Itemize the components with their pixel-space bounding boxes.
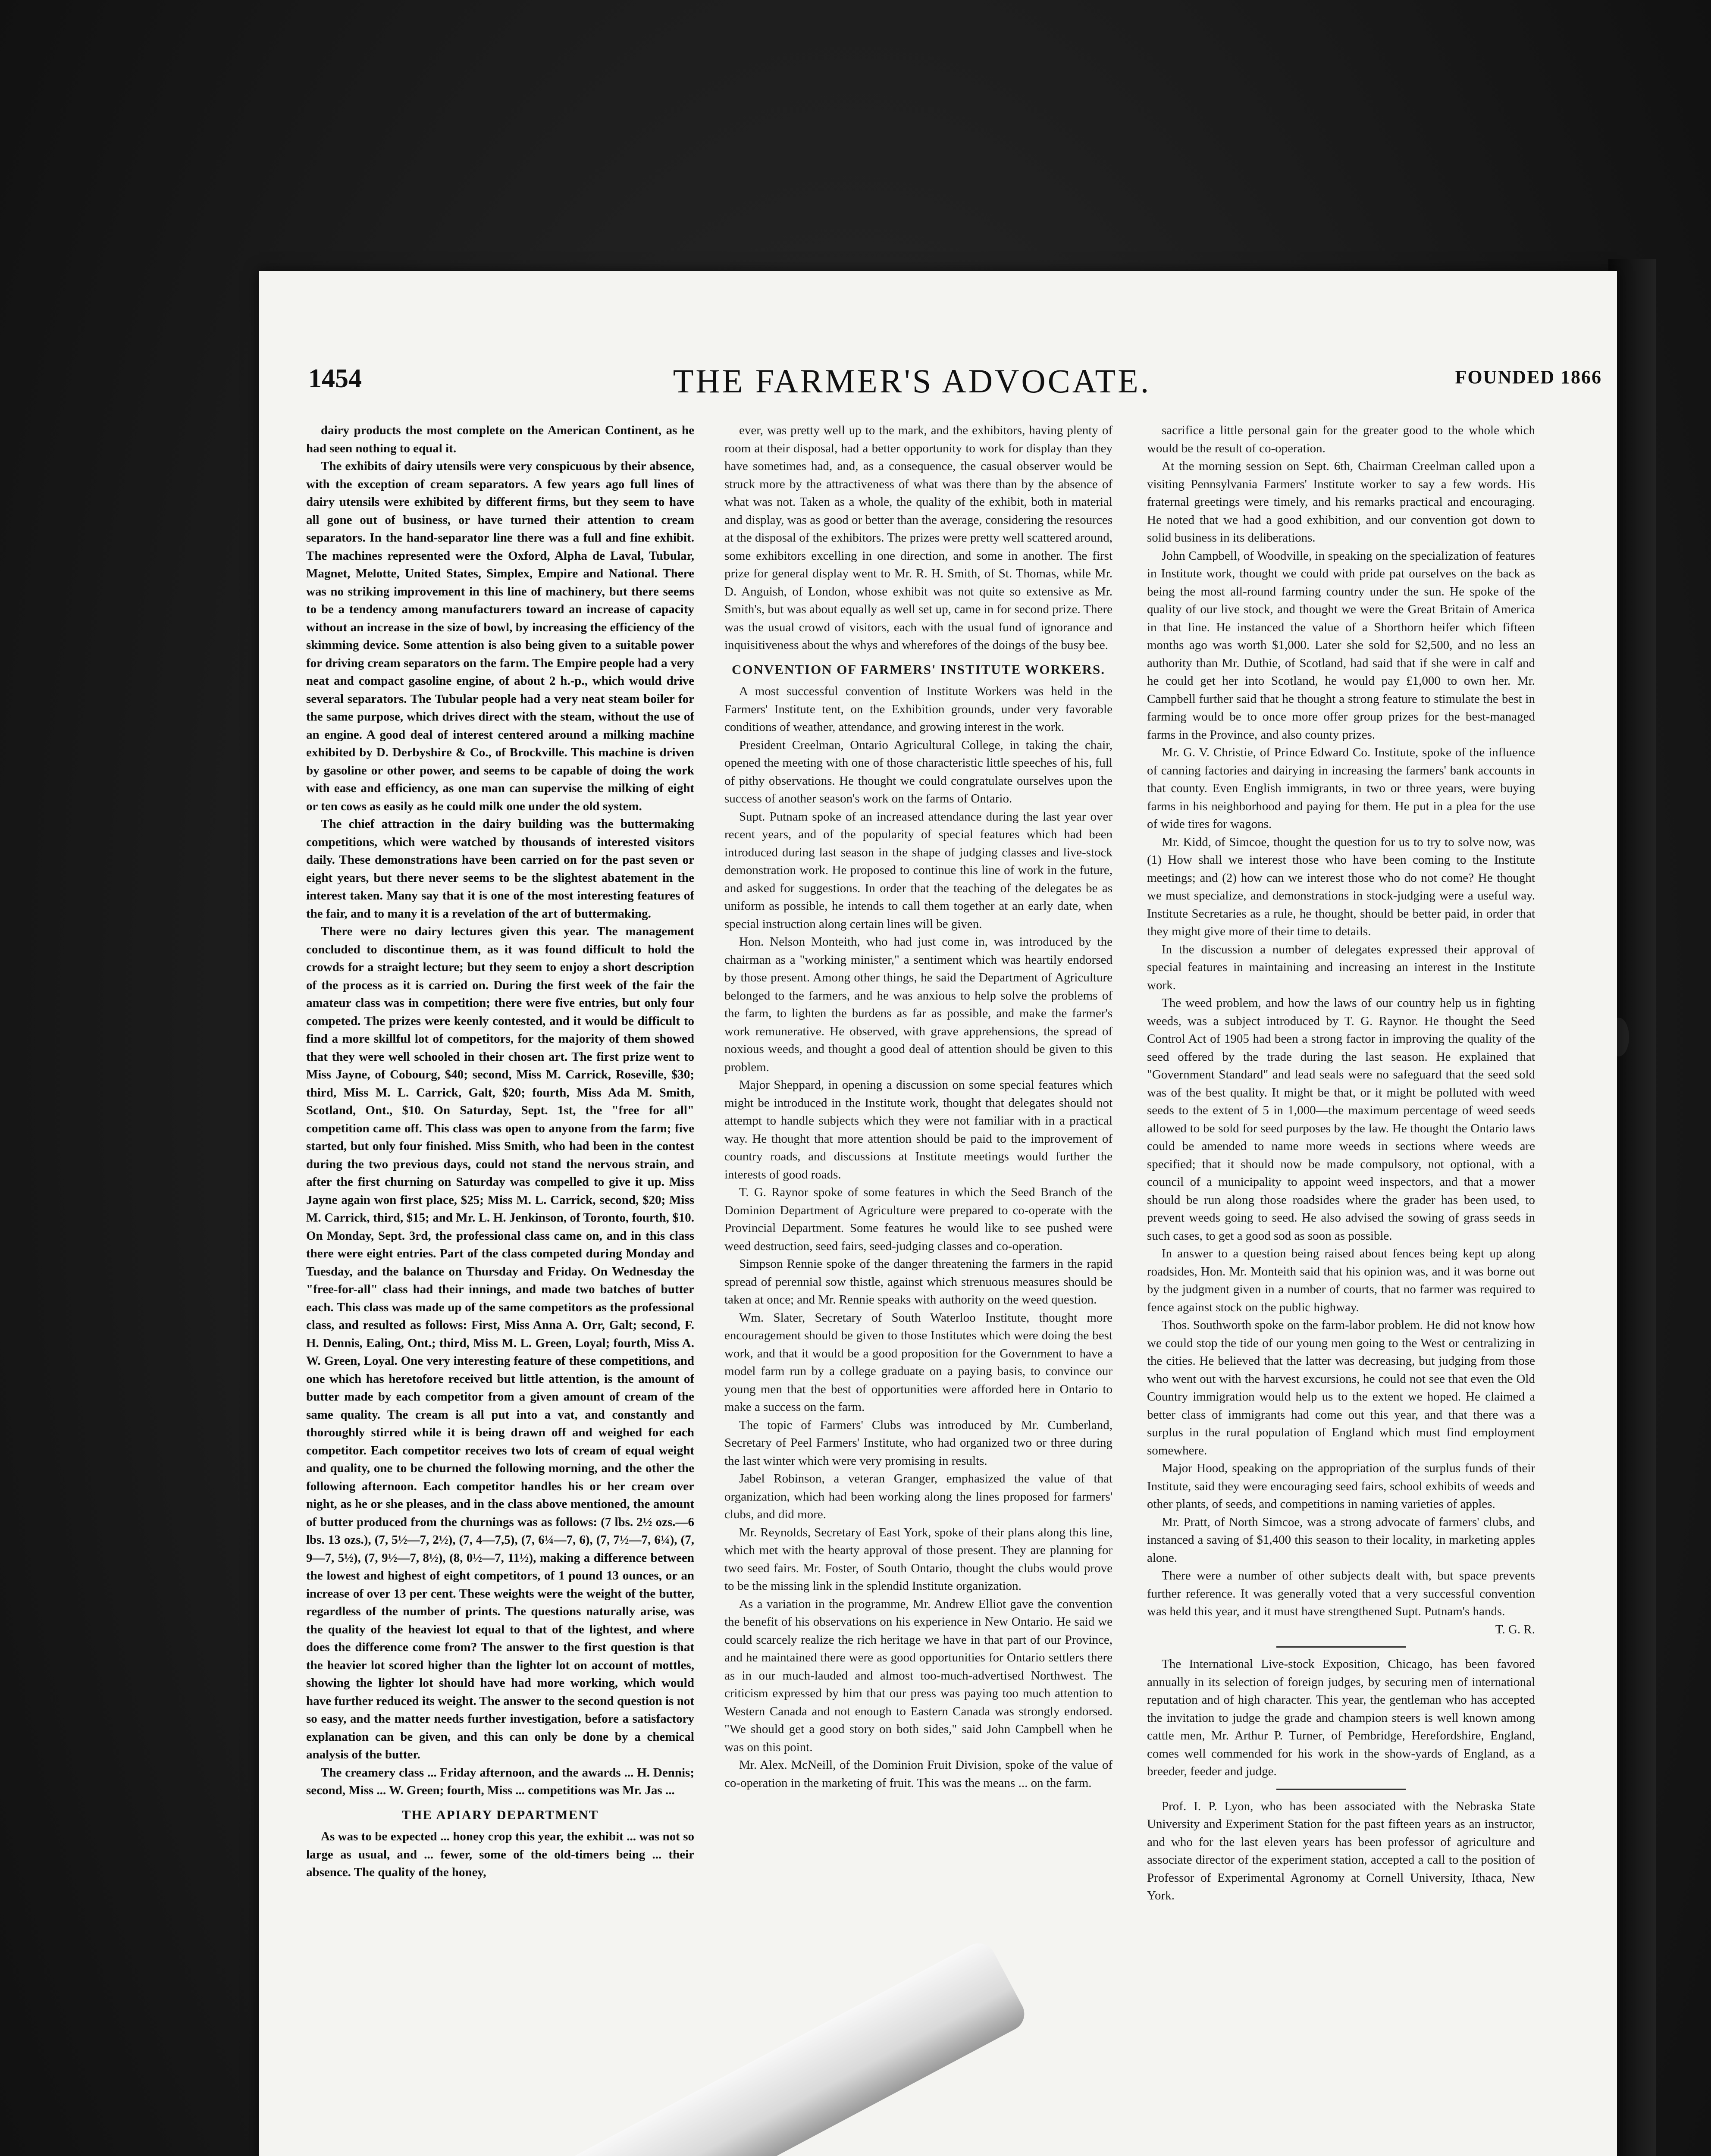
paragraph: Thos. Southworth spoke on the farm-labor problem. He did not know how we could stop the tide of our young men going to the West or centralizing in the cities. He believed that the latter was decreasing, but judging from those who went out with the harvest excursions, he could not see that even the Old Country immigration would help us to the extent we hoped. He claimed a better class of immigrants had come out this year, and that there was a surplus in the rural population of England which must find employment somewhere. [1147,1318,1535,1457]
paragraph: The exhibits of dairy utensils were very conspicuous by their absence, with the exception of cream separators. A few years ago full lines of dairy utensils were exhibited by different firms, but they seem to have all gone out of business, or have turned their attention to cream separators. In the hand-separator line there was a full and fine exhibit. The machines represented were the Oxford, Alpha de Laval, Tubular, Magnet, Melotte, United States, Simplex, Empire and National. There was no striking improvement in this line of machinery, but there seems to be a tendency among manufacturers toward an increase of capacity without an increase in the size of bowl, by increasing the efficiency of the skimming device. Some attention is also being given to a suitable power for driving cream separators on the farm. The Empire people had a very neat and compact gasoline engine, of about 2 h.-p., which would drive several separators. The Tubular people had a very neat steam boiler for the same purpose, which drives direct with the steam, without the use of an engine. A good deal of interest centered around a milking machine exhibited by D. Derbyshire & Co., of Brockville. This machine is driven by gasoline or other power, and seems to be capable of doing the work with ease and efficiency, as one man can supervise the milking of eight or ten cows as easily as he could milk one under the old system. [306,459,694,813]
column-right [1147,422,1535,2156]
signature: T. G. R. [1495,1622,1535,1636]
column-left [306,422,694,2156]
paragraph: Major Hood, speaking on the appropriation of the surplus funds of their Institute, said they were encouraging seed fairs, school exhibits of weeds and other plants, of seeds, and competitions in naming varieties of apples. [1147,1461,1535,1511]
paragraph: Simpson Rennie spoke of the danger threatening the farmers in the rapid spread of perennial sow thistle, against which strenuous measures should be taken at once; and Mr. Rennie speaks with authority on the weed question. [724,1257,1112,1307]
founded-label: FOUNDED 1866 [1455,367,1602,388]
paragraph: The weed problem, and how the laws of our country help us in fighting weeds, was a subject introduced by T. G. Raynor. He thought the Seed Control Act of 1905 had been a strong factor in improving the quality of the seed offered by the trade during the last season. He explained that "Government Standard" and lead seals were no safeguard that the seed sold was of the best quality. It might be that, or it might be polluted with weed seeds to the extent of 5 in 1,000—the maximum percentage of weed seeds allowed to be sold for seed purposes by the law. He thought the Ontario laws could be amended to name more weeds in sections where weeds are specified; that it should now be made compulsory, not optional, with a council of a municipality to appoint weed inspectors, and that a mower should be run along those roadsides where the grader has been used, to prevent weeds going to seed. He also advised the sowing of grass seeds in such cases, to get a good sod as soon as possible. [1147,996,1535,1243]
paragraph: dairy products the most complete on the American Continent, as he had seen nothing to equal it. [306,423,694,455]
paragraph: The creamery class ... Friday afternoon, and the awards ... H. Dennis; second, Miss ... W. Green; fourth, Miss ... competitions was Mr. Jas ... [306,1765,694,1797]
paragraph: The topic of Farmers' Clubs was introduced by Mr. Cumberland, Secretary of Peel Farmers' Institute, who had organized two or three during the last winter which were very promising in results. [724,1418,1112,1468]
paragraph: There were a number of other subjects dealt with, but space prevents further reference. It was generally voted that a very successful convention was held this year, and it must have strengthened Supt. Putnam's hands. [1147,1569,1535,1618]
section-heading-apiary: THE APIARY DEPARTMENT [401,1807,599,1822]
paragraph: Mr. Reynolds, Secretary of East York, spoke of their plans along this line, which met with the hearty approval of those present. They are planning for two seed fairs. Mr. Foster, of South Ontario, thought the clubs would prove to be the missing link in the splendid Institute organization. [724,1525,1112,1593]
paragraph: Jabel Robinson, a veteran Granger, emphasized the value of that organization, which had been working along the lines proposed for farmers' clubs, and did more. [724,1472,1112,1521]
masthead-title: THE FARMER'S ADVOCATE. [673,362,1151,400]
divider-rule [1276,1789,1406,1790]
paragraph: Mr. Kidd, of Simcoe, thought the question for us to try to solve now, was (1) How shall we interest those who have been coming to the Institute meetings; and (2) how can we interest those who do not come? He thought we must specialize, and demonstrations in stock-judging were a useful way. Institute Secretaries as a rule, he thought, should be better paid, in order that they might give more of their time to details. [1147,835,1535,938]
paragraph: In the discussion a number of delegates expressed their approval of special features in maintaining and increasing an interest in the Institute work. [1147,942,1535,992]
paragraph: At the morning session on Sept. 6th, Chairman Creelman called upon a visiting Pennsylvania Farmers' Institute worker to say a few words. His fraternal greetings were timely, and his remarks practical and encouraging. He noted that we had a good exhibition, and our convention got down to solid business in its deliberations. [1147,459,1535,545]
paragraph: sacrifice a little personal gain for the greater good to the whole which would be the result of co-operation. [1147,423,1535,455]
paragraph: The chief attraction in the dairy building was the buttermaking competitions, which were watched by thousands of interested visitors daily. These demonstrations have been carried on for the past seven or eight years, but there never seems to be the slightest abatement in the interest taken. Many say that it is one of the most interesting features of the fair, and to many it is a revelation of the art of buttermaking. [306,817,694,921]
page-header [308,364,1602,415]
paragraph: A most successful convention of Institute Workers was held in the Farmers' Institute tent, on the Exhibition grounds, under very favorable conditions of weather, attendance, and growing interest in the work. [724,684,1112,734]
page-number: 1454 [308,364,362,393]
paragraph: The International Live-stock Exposition, Chicago, has been favored annually in its selection of foreign judges, by securing men of international reputation and of high character. This year, the gentleman who has accepted the invitation to judge the grade and champion steers is well known among cattle men, Mr. Arthur P. Turner, of Pembridge, Herefordshire, England, comes well commended for his work in the show-yards of England, as a breeder, feeder and judge. [1147,1657,1535,1778]
newspaper-page [259,271,1617,2156]
paragraph: John Campbell, of Woodville, in speaking on the specialization of features in Institute work, thought we could with pride pat ourselves on the back as being the most all-round farming country under the sun. He spoke of the quality of our live stock, and thought we were the Great Britain of America in that line. He instanced the value of a Shorthorn heifer which fifteen months ago was worth $1,000. Later she sold for $2,500, and no less an authority than Mr. Duthie, of Scotland, had said that if she were in calf and he could get her into Scotland, he would pay £1,000 to own her. Mr. Campbell further said that he thought a strong feature to stimulate the best in farming would be to once more offer group prizes for the best-managed farms in the Province, and also county prizes. [1147,548,1535,742]
paragraph: As a variation in the programme, Mr. Andrew Elliot gave the convention the benefit of his observations on his experience in New Ontario. He said we could scarcely realize the rich heritage we have in that part of our Province, and he maintained there were as good opportunities for Ontario settlers there as in our much-lauded and almost too-much-advertised Northwest. The criticism expressed by him that our press was paying too much attention to Western Canada and not enough to Eastern Canada was strongly endorsed. "We should get a good story on both sides," said John Campbell when he was on this point. [724,1597,1112,1754]
paragraph: Wm. Slater, Secretary of South Waterloo Institute, thought more encouragement should be given to those Institutes which were doing the best work, and that it would be a good proposition for the Government to have a model farm run by a college graduate on a paying basis, to convince our young men that the best of opportunities were afforded here in Ontario to make a success on the farm. [724,1310,1112,1414]
column-middle [724,422,1112,2156]
paragraph: Prof. I. P. Lyon, who has been associated with the Nebraska State University and Experiment Station for the past fifteen years as an instructor, and who for the last eleven years has been professor of agriculture and associate director of the experiment station, accepted a call to the position of Professor of Experimental Agronomy at Cornell University, Ithaca, New York. [1147,1799,1535,1902]
paragraph: In answer to a question being raised about fences being kept up along roadsides, Hon. Mr. Monteith said that his opinion was, and it was borne out by the judgment given in a number of courts, that no farmer was required to fence against stock on the public highway. [1147,1247,1535,1314]
paragraph: As was to be expected ... honey crop this year, the exhibit ... was not so large as usual, and ... fewer, some of the old-timers being ... their absence. The quality of the honey, [306,1830,694,1879]
paragraph: Supt. Putnam spoke of an increased attendance during the last year over recent years, and of the popularity of special features which had been introduced during last season in the shape of judging classes and live-stock demonstration work. He proposed to continue this line of work in the future, and asked for suggestions. In order that the teaching of the delegates be as uniform as possible, he intends to call them together at an early date, when special instruction along certain lines will be given. [724,809,1112,931]
divider-rule [1276,1646,1406,1648]
paragraph: Mr. Alex. McNeill, of the Dominion Fruit Division, spoke of the value of co-operation in the marketing of fruit. This was the means ... on the farm. [724,1758,1112,1790]
paragraph: President Creelman, Ontario Agricultural College, in taking the chair, opened the meeting with one of those characteristic little speeches of his, full of pithy observations. He thought we could congratulate ourselves upon the success of another season's work on the farms of Ontario. [724,738,1112,805]
paragraph: Major Sheppard, in opening a discussion on some special features which might be introduced in the Institute work, thought that delegates should not attempt to handle subjects which they were not familiar with in a practical way. He thought that more attention should be paid to the improvement of country roads, and discussions at Institute meetings would further the interests of good roads. [724,1078,1112,1181]
paragraph: Mr. G. V. Christie, of Prince Edward Co. Institute, spoke of the influence of canning factories and dairying in increasing the farmers' bank accounts in that county. Even English immigrants, in two or three years, were buying farms in his neighborhood and paying for them. He put in a plea for the use of wide tires for wagons. [1147,746,1535,831]
paragraph: T. G. Raynor spoke of some features in which the Seed Branch of the Dominion Department of Agriculture were prepared to co-operate with the Provincial Department. Some features he would like to see pushed were weed destruction, seed fairs, seed-judging classes and co-operation. [724,1185,1112,1253]
paragraph: ever, was pretty well up to the mark, and the exhibitors, having plenty of room at their disposal, had a better opportunity to work for display than they have sometimes had, and, as a consequence, the casual observer would be struck more by the attractiveness of what was there than by the absence of what was not. Taken as a whole, the quality of the exhibit, both in material and display, was as good or better than the average, considering the resources at the disposal of the exhibitors. The prizes were pretty well scattered around, some exhibitors excelling in one direction, and some in another. The first prize for general display went to Mr. R. H. Smith, of St. Thomas, while Mr. D. Anguish, of London, whose exhibit was not quite so extensive as Mr. Smith's, but was about equally as well set up, came in for second prize. There was the usual crowd of visitors, each with the usual fund of ignorance and inquisitiveness about the whys and wherefores of the doings of the busy bee. [724,423,1112,652]
paragraph: Hon. Nelson Monteith, who had just come in, was introduced by the chairman as a "working minister," a sentiment which was heartily endorsed by those present. Among other things, he said the Department of Agriculture belonged to the farmers, and he was anxious to help solve the problems of the farm, to lighten the burdens as far as possible, and make the farmer's work remunerative. He observed, with grave apprehensions, the spread of noxious weeds, and thought a good deal of attention should be given to this problem. [724,935,1112,1074]
paragraph: There were no dairy lectures given this year. The management concluded to discontinue them, as it was found difficult to hold the crowds for a straight lecture; but they seem to enjoy a short description of the process as it is carried on. During the first week of the fair the amateur class was in competition; there were five entries, but only four competed. The prizes were keenly contested, and it would be difficult to find a more skillful lot of competitors, for the majority of them showed that they were well schooled in their chosen art. The first prize went to Miss Jayne, of Cobourg, $40; second, Miss M. Carrick, Roseville, $30; third, Miss M. L. Carrick, Galt, $20; fourth, Miss Ada M. Smith, Scotland, Ont., $10. On Saturday, Sept. 1st, the "free for all" competition came off. This class was open to anyone from the farm; five started, but only four finished. Miss Smith, who had been in the contest during the two previous days, could not stand the nervous strain, and after the first churning on Saturday was compelled to give it up. Miss Jayne again won first place, $25; Miss M. L. Carrick, second, $20; Miss M. Carrick, third, $15; and Mr. L. H. Jenkinson, of Toronto, fourth, $10. On Monday, Sept. 3rd, the professional class came on, and in this class there were eight entries. Part of the class competed during Monday and Tuesday, and the balance on Thursday and Friday. On Wednesday the "free-for-all" class had their innings, and made two batches of butter each. This class was made up of the same competitors as the professional class, and resulted as follows: First, Miss Anna A. Orr, Galt; second, F. H. Dennis, Ealing, Ont.; third, Miss M. L. Green, Loyal; fourth, Miss A. W. Green, Loyal. One very interesting feature of these competitions, and one which has heretofore received but little attention, is the amount of butter made by each competitor from a given amount of cream of the same quality. The cream is all put into a vat, and constantly and thoroughly stirred while it is being drawn off and weighed for each competitor. Each competitor receives two lots of cream of equal weight and quality, one to be churned the following morning, and the other the following afternoon. Each competitor handles his or her cream over night, as he or she pleases, and in the class above mentioned, the amount of butter produced from the churnings was as follows: (7 lbs. 2½ ozs.—6 lbs. 13 ozs.), (7, 5½—7, 2½), (7, 4—7,5), (7, 6¼—7, 6), (7, 7½—7, 6¼), (7, 9—7, 5½), (7, 9½—7, 8½), (8, 0½—7, 11½), making a difference between the lowest and highest of eight competitors, of 1 pound 13 ounces, or an increase of over 13 per cent. These weights were the weight of the butter, regardless of the number of prints. The questions naturally arise, was the quality of the heaviest lot equal to that of the lightest, and where does the difference come from? The answer to the first question is that the heavier lot scored higher than the lighter lot on account of mottles, showing the lighter lot should have had more working, which would have further reduced its weight. The answer to the second question is not so easy, and the matter needs further investigation, before a satisfactory explanation can be given, and this can only be done by a chemical analysis of the butter. [306,924,694,1761]
paragraph: Mr. Pratt, of North Simcoe, was a strong advocate of farmers' clubs, and instanced a saving of $1,400 this season to their locality, in marketing apples alone. [1147,1515,1535,1565]
section-heading-convention: CONVENTION OF FARMERS' INSTITUTE WORKERS. [731,661,1106,677]
